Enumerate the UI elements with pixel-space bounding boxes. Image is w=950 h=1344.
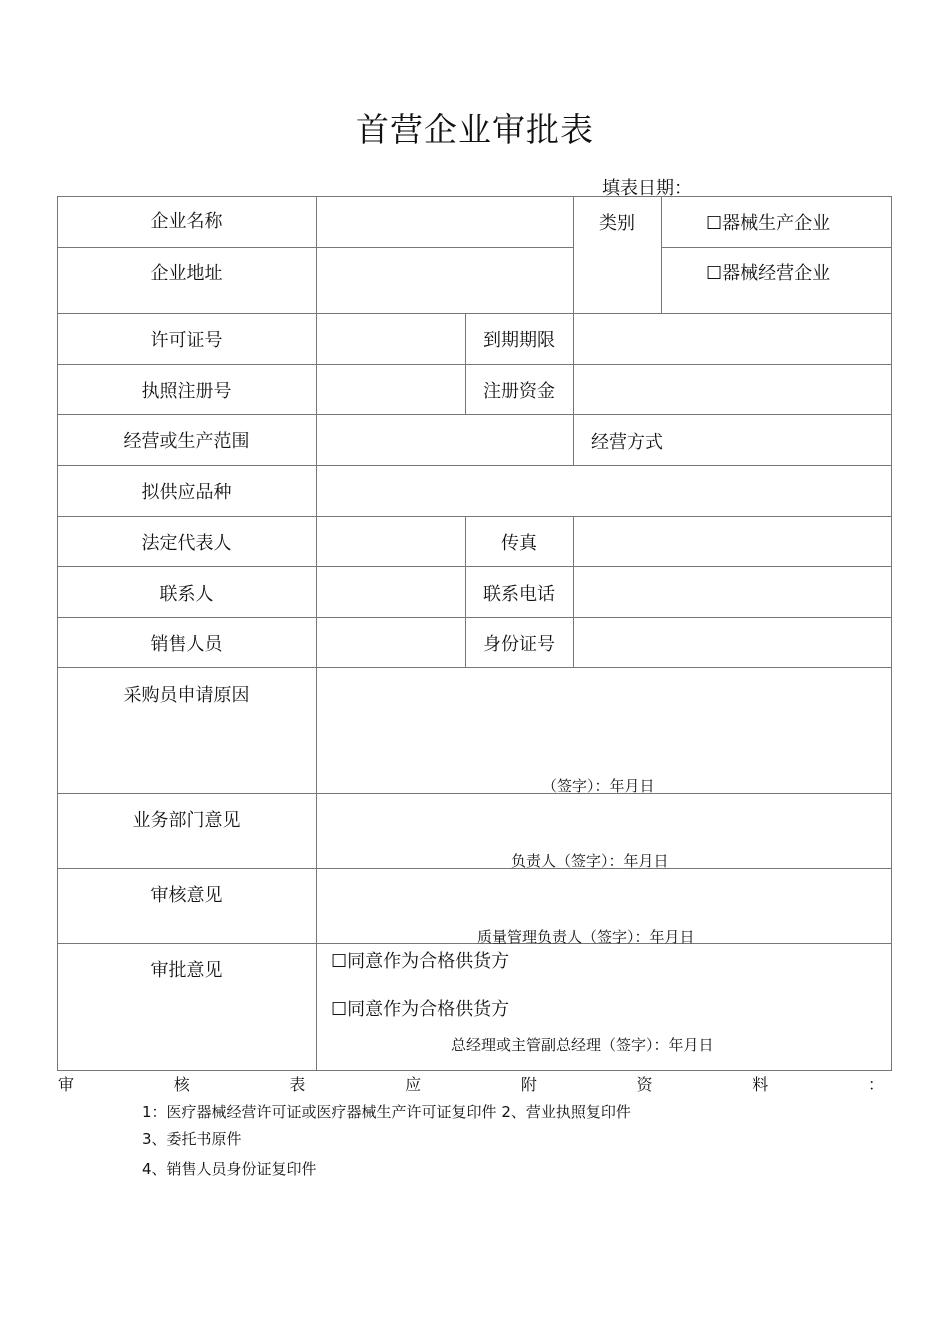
row-divider [57,667,892,668]
buyer-signature-line: （签字）：年月日 [542,777,655,795]
department-signature-line: 负责人（签字）：年月日 [511,852,669,870]
row-divider [57,617,892,618]
row-divider [57,793,892,794]
business-license-number-label: 执照注册号 [141,381,232,402]
attachment-line-2: 3、委托书原件 [142,1130,242,1148]
column-divider [573,313,574,414]
category-manufacturer-checkbox[interactable]: ☐器械生产企业 [706,213,831,234]
department-opinion-label: 业务部门意见 [132,810,241,831]
business-mode-label: 经营方式 [591,432,663,453]
registered-capital-label: 注册资金 [483,381,555,402]
expiry-label: 到期期限 [483,330,555,351]
company-address-label: 企业地址 [150,263,223,284]
fill-date-label: 填表日期： [602,178,692,199]
row-divider [57,313,892,314]
approve-supplier-checkbox-2[interactable]: ☐同意作为合格供货方 [331,999,510,1020]
review-opinion-label: 审核意见 [150,885,223,906]
contact-person-label: 联系人 [159,584,214,605]
fax-label: 传真 [501,533,537,554]
row-divider [57,516,892,517]
row-divider [57,868,892,869]
approval-opinion-label: 审批意见 [150,960,223,981]
row-divider [57,247,573,248]
business-scope-label: 经营或生产范围 [123,431,250,452]
license-number-label: 许可证号 [150,330,223,351]
proposed-products-label: 拟供应品种 [141,482,232,503]
attachment-line-1: 1：医疗器械经营许可证或医疗器械生产许可证复印件 2、营业执照复印件 [142,1103,631,1121]
column-divider [573,414,574,465]
approve-supplier-checkbox[interactable]: ☐同意作为合格供货方 [331,951,510,972]
quality-manager-signature-line: 质量管理负责人（签字）：年月日 [477,928,695,946]
buyer-reason-label: 采购员申请原因 [123,685,250,706]
contact-phone-label: 联系电话 [483,584,555,605]
row-divider [57,465,892,466]
column-divider [661,196,662,313]
attachments-heading: 审核表应附资料： [58,1075,884,1094]
column-divider [573,516,574,667]
id-number-label: 身份证号 [483,634,555,655]
company-name-label: 企业名称 [150,211,223,232]
attachment-line-3: 4、销售人员身份证复印件 [142,1160,317,1178]
column-divider [316,196,317,1071]
general-manager-signature-line: 总经理或主管副总经理（签字）：年月日 [451,1036,714,1054]
category-label: 类别 [599,213,635,234]
row-divider [57,364,892,365]
row-divider [57,566,892,567]
category-distributor-checkbox[interactable]: ☐器械经营企业 [706,263,831,284]
row-divider [661,247,892,248]
page-title: 首营企业审批表 [356,110,594,149]
row-divider [57,943,892,944]
legal-representative-label: 法定代表人 [141,533,232,554]
sales-person-label: 销售人员 [150,634,223,655]
row-divider [57,414,892,415]
